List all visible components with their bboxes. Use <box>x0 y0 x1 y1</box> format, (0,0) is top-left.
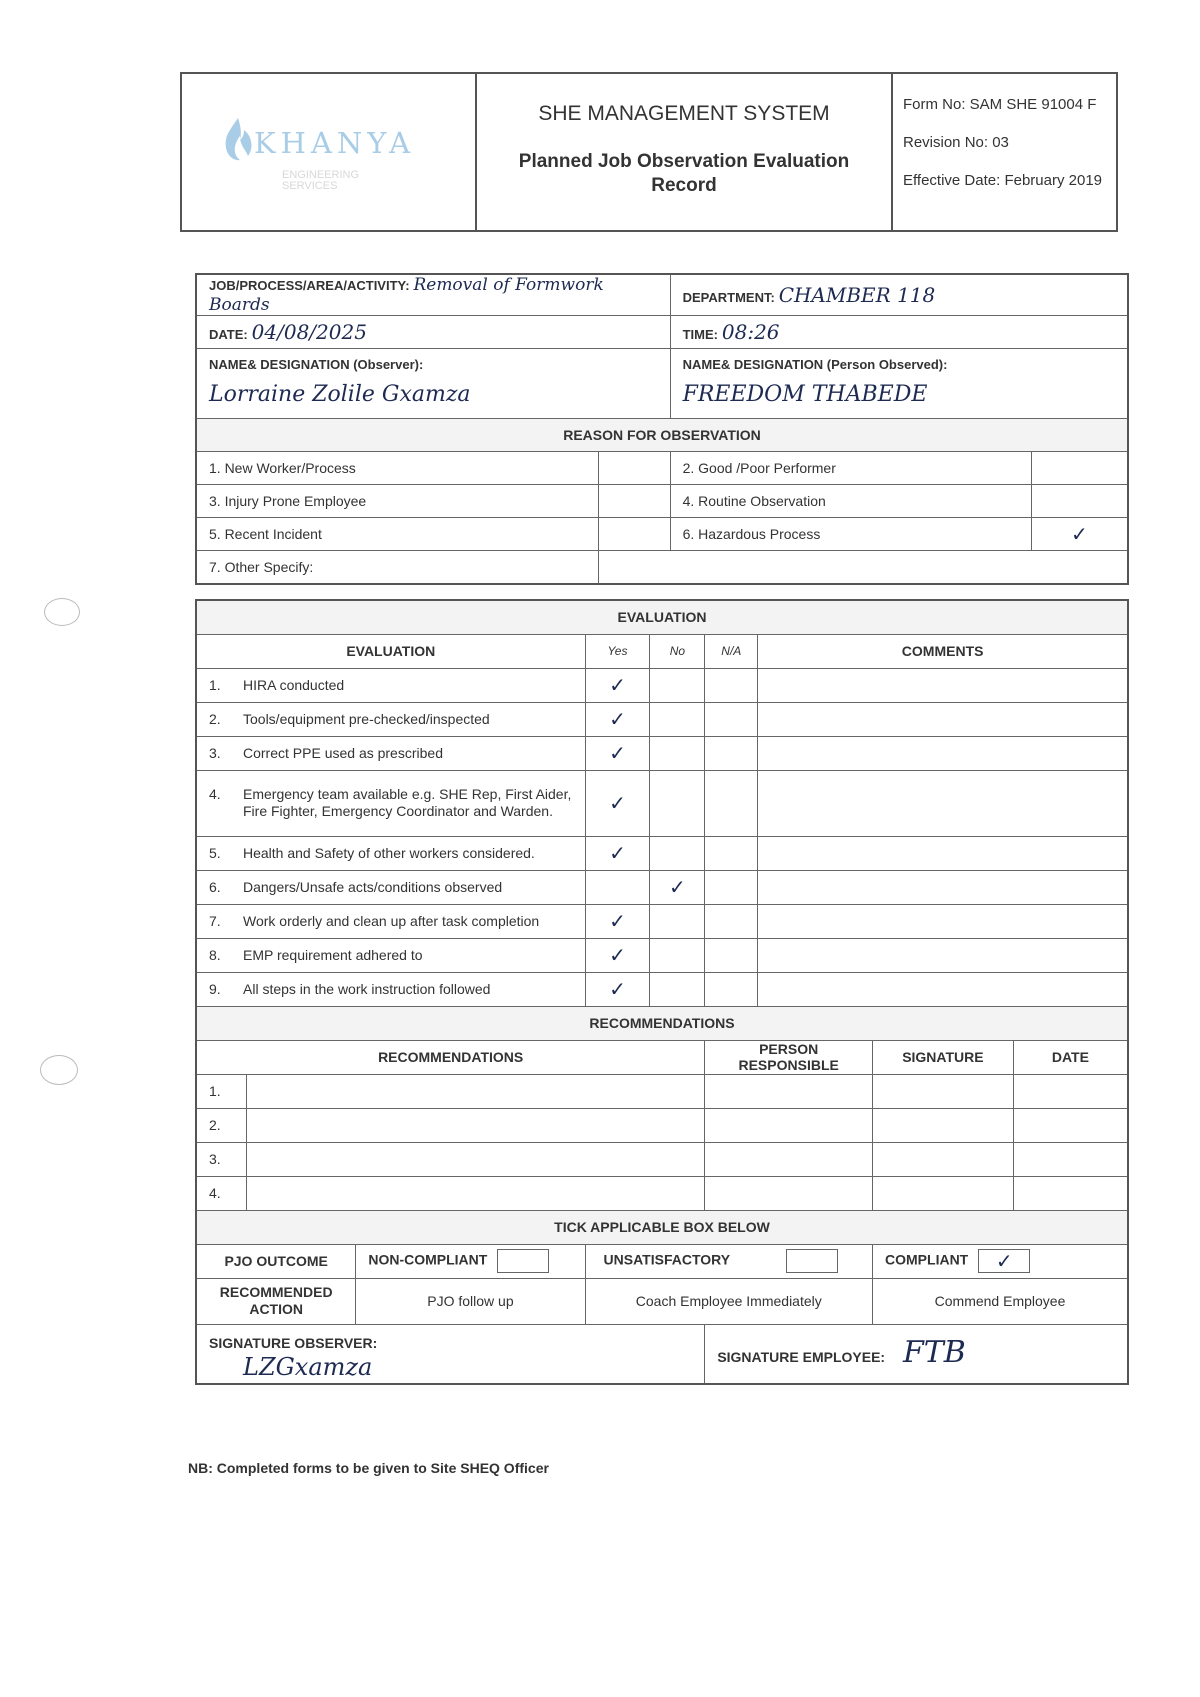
signature-field[interactable] <box>873 1176 1014 1210</box>
row-number: 3. <box>209 745 221 761</box>
col-signature: SIGNATURE <box>873 1040 1014 1074</box>
compliant-cell <box>873 1244 1128 1278</box>
col-evaluation: EVALUATION <box>196 634 585 668</box>
job-cell <box>196 274 670 316</box>
date-field[interactable] <box>1013 1074 1128 1108</box>
evaluation-heading: EVALUATION <box>196 600 1128 634</box>
row-text: All steps in the work instruction followed <box>243 981 491 997</box>
na-tickbox[interactable] <box>705 770 758 836</box>
na-tickbox[interactable] <box>705 904 758 938</box>
col-yes: Yes <box>585 634 650 668</box>
person-field[interactable] <box>705 1108 873 1142</box>
row-number: 4. <box>209 786 221 802</box>
effective-date: Effective Date: February 2019 <box>903 172 1102 189</box>
binder-hole <box>40 1055 78 1085</box>
row-number: 3. <box>197 1143 247 1176</box>
department-value: CHAMBER 118 <box>778 283 936 307</box>
na-tickbox[interactable] <box>705 702 758 736</box>
row-text: Correct PPE used as prescribed <box>243 745 443 761</box>
reason-item-tickbox[interactable] <box>598 452 670 485</box>
no-tickbox[interactable] <box>650 668 705 702</box>
table-row <box>196 736 1128 770</box>
col-recommendations: RECOMMENDATIONS <box>196 1040 705 1074</box>
no-tickbox[interactable] <box>650 736 705 770</box>
row-number: 8. <box>209 947 221 963</box>
department-cell <box>670 274 1128 316</box>
col-person-responsible: PERSON RESPONSIBLE <box>705 1040 873 1074</box>
col-date: DATE <box>1013 1040 1128 1074</box>
na-tickbox[interactable] <box>705 836 758 870</box>
comment-field[interactable] <box>758 870 1128 904</box>
date-field[interactable] <box>1013 1176 1128 1210</box>
row-text: HIRA conducted <box>243 677 345 693</box>
date-field[interactable] <box>1013 1142 1128 1176</box>
observed-label: NAME& DESIGNATION (Person Observed): <box>682 357 948 372</box>
table-row <box>196 1142 1128 1176</box>
person-field[interactable] <box>705 1074 873 1108</box>
row-number: 2. <box>209 711 221 727</box>
na-tickbox[interactable] <box>705 938 758 972</box>
reason-heading: REASON FOR OBSERVATION <box>196 419 1128 452</box>
na-tickbox[interactable] <box>705 668 758 702</box>
row-text: Dangers/Unsafe acts/conditions observed <box>243 879 503 895</box>
observer-signature-cell <box>196 1324 705 1384</box>
no-tickbox[interactable] <box>650 972 705 1006</box>
person-field[interactable] <box>705 1176 873 1210</box>
title-cell <box>477 74 893 230</box>
no-tickbox[interactable] <box>650 770 705 836</box>
pjo-outcome-label: PJO OUTCOME <box>196 1244 356 1278</box>
comment-field[interactable] <box>758 904 1128 938</box>
system-title: SHE MANAGEMENT SYSTEM <box>538 102 830 125</box>
unsatisfactory-cell <box>585 1244 872 1278</box>
commend-employee: Commend Employee <box>873 1278 1128 1324</box>
table-row <box>196 770 1128 836</box>
row-text: EMP requirement adhered to <box>243 947 423 963</box>
comment-field[interactable] <box>758 668 1128 702</box>
reason-item-tickbox[interactable] <box>598 485 670 518</box>
reason-item-label: 4. Routine Observation <box>670 485 1031 518</box>
table-row <box>196 938 1128 972</box>
date-field[interactable] <box>1013 1108 1128 1142</box>
employee-signature: FTB <box>902 1334 966 1370</box>
yes-tickbox[interactable]: ✓ <box>585 972 650 1006</box>
table-row <box>196 972 1128 1006</box>
row-number: 7. <box>209 913 221 929</box>
other-specify-field[interactable] <box>598 551 1128 584</box>
non-compliant-tickbox[interactable] <box>497 1249 549 1273</box>
yes-tickbox[interactable]: ✓ <box>585 904 650 938</box>
comment-field[interactable] <box>758 702 1128 736</box>
signature-field[interactable] <box>873 1074 1014 1108</box>
row-number: 9. <box>209 981 221 997</box>
other-specify-label: 7. Other Specify: <box>196 551 598 584</box>
reason-item-tickbox[interactable] <box>1031 452 1128 485</box>
flame-icon <box>220 116 256 162</box>
no-tickbox[interactable] <box>650 702 705 736</box>
compliant-tickbox[interactable]: ✓ <box>978 1249 1030 1273</box>
reason-item-label: 3. Injury Prone Employee <box>196 485 598 518</box>
reason-item-tickbox[interactable] <box>598 518 670 551</box>
table-row <box>196 836 1128 870</box>
row-text: Work orderly and clean up after task completion <box>243 913 540 929</box>
recommended-action-label: RECOMMENDED ACTION <box>196 1278 356 1324</box>
table-row <box>196 668 1128 702</box>
unsatisfactory-label: UNSATISFACTORY <box>603 1251 731 1268</box>
observer-value: Lorraine Zolile Gxamza <box>209 382 471 407</box>
date-cell <box>196 316 670 349</box>
no-tickbox[interactable] <box>650 836 705 870</box>
col-comments: COMMENTS <box>758 634 1128 668</box>
table-row <box>196 904 1128 938</box>
compliant-label: COMPLIANT <box>885 1251 969 1268</box>
reason-item-tickbox[interactable] <box>1031 485 1128 518</box>
job-info-table <box>195 273 1129 585</box>
observer-cell <box>196 349 670 419</box>
form-meta <box>893 74 1116 230</box>
time-cell <box>670 316 1128 349</box>
no-tickbox[interactable] <box>650 904 705 938</box>
table-row <box>196 702 1128 736</box>
comment-field[interactable] <box>758 836 1128 870</box>
row-number: 6. <box>209 879 221 895</box>
signature-field[interactable] <box>873 1142 1014 1176</box>
yes-tickbox[interactable]: ✓ <box>585 736 650 770</box>
comment-field[interactable] <box>758 770 1128 836</box>
reason-item-label: 2. Good /Poor Performer <box>670 452 1031 485</box>
table-row <box>196 870 1128 904</box>
na-tickbox[interactable] <box>705 736 758 770</box>
table-row <box>196 1074 1128 1108</box>
table-row <box>196 1108 1128 1142</box>
no-tickbox[interactable] <box>650 938 705 972</box>
table-row <box>196 1176 1128 1210</box>
reason-item-label: 5. Recent Incident <box>196 518 598 551</box>
na-tickbox[interactable] <box>705 870 758 904</box>
footer-note: NB: Completed forms to be given to Site SHEQ Officer <box>188 1460 549 1476</box>
tick-heading: TICK APPLICABLE BOX BELOW <box>196 1210 1128 1244</box>
comment-field[interactable] <box>758 736 1128 770</box>
row-text: Tools/equipment pre-checked/inspected <box>243 711 490 727</box>
recommendations-heading: RECOMMENDATIONS <box>196 1006 1128 1040</box>
yes-tickbox[interactable]: ✓ <box>585 836 650 870</box>
row-text: Health and Safety of other workers considered. <box>243 845 535 861</box>
yes-tickbox[interactable]: ✓ <box>585 770 650 836</box>
yes-tickbox[interactable]: ✓ <box>585 702 650 736</box>
department-label: DEPARTMENT: <box>682 290 775 305</box>
coach-employee: Coach Employee Immediately <box>585 1278 872 1324</box>
employee-signature-label: SIGNATURE EMPLOYEE: <box>717 1348 886 1365</box>
row-text: Emergency team available e.g. SHE Rep, First Aider, Fire Fighter, Emergency Coordinator and Warden. <box>243 786 572 819</box>
date-value: 04/08/2025 <box>251 320 367 344</box>
no-tickbox[interactable]: ✓ <box>650 870 705 904</box>
evaluation-table <box>195 599 1129 1385</box>
observed-value: FREEDOM THABEDE <box>682 382 928 407</box>
yes-tickbox[interactable] <box>585 870 650 904</box>
observer-signature: LZGxamza <box>243 1352 373 1381</box>
row-number: 4. <box>197 1177 247 1210</box>
col-na: N/A <box>705 634 758 668</box>
row-number: 1. <box>197 1075 247 1108</box>
yes-tickbox[interactable]: ✓ <box>585 668 650 702</box>
person-field[interactable] <box>705 1142 873 1176</box>
unsatisfactory-tickbox[interactable] <box>786 1249 838 1273</box>
observer-label: NAME& DESIGNATION (Observer): <box>209 357 424 372</box>
form-number: Form No: SAM SHE 91004 F <box>903 96 1097 113</box>
logo-text: KHANYA <box>254 126 416 160</box>
col-no: No <box>650 634 705 668</box>
logo <box>182 74 477 230</box>
row-number: 1. <box>209 677 221 693</box>
binder-hole <box>44 598 80 626</box>
row-number: 5. <box>209 845 221 861</box>
row-number: 2. <box>197 1109 247 1142</box>
recommendation-field[interactable] <box>247 1109 704 1142</box>
person-observed-cell <box>670 349 1128 419</box>
comment-field[interactable] <box>758 938 1128 972</box>
job-label: JOB/PROCESS/AREA/ACTIVITY: <box>209 278 410 293</box>
non-compliant-cell <box>356 1244 585 1278</box>
recommendation-field[interactable] <box>247 1143 704 1176</box>
reason-item-label: 1. New Worker/Process <box>196 452 598 485</box>
time-value: 08:26 <box>721 320 780 344</box>
form-title: Planned Job Observation Evaluation Record <box>518 151 850 196</box>
logo-subtitle: ENGINEERING SERVICES <box>282 169 360 192</box>
date-label: DATE: <box>209 327 248 342</box>
reason-item-label: 6. Hazardous Process <box>670 518 1031 551</box>
non-compliant-label: NON-COMPLIANT <box>368 1251 488 1268</box>
reason-item-tickbox[interactable]: ✓ <box>1031 518 1128 551</box>
observer-signature-label: SIGNATURE OBSERVER: <box>209 1334 378 1351</box>
recommendation-field[interactable] <box>247 1177 704 1210</box>
employee-signature-cell <box>705 1324 1128 1384</box>
form-header <box>180 72 1118 232</box>
signature-field[interactable] <box>873 1108 1014 1142</box>
comment-field[interactable] <box>758 972 1128 1006</box>
yes-tickbox[interactable]: ✓ <box>585 938 650 972</box>
time-label: TIME: <box>682 327 718 342</box>
na-tickbox[interactable] <box>705 972 758 1006</box>
pjo-follow-up: PJO follow up <box>356 1278 585 1324</box>
revision-number: Revision No: 03 <box>903 134 1009 151</box>
job-value: Removal of Formwork Boards <box>209 275 604 315</box>
recommendation-field[interactable] <box>247 1075 704 1108</box>
